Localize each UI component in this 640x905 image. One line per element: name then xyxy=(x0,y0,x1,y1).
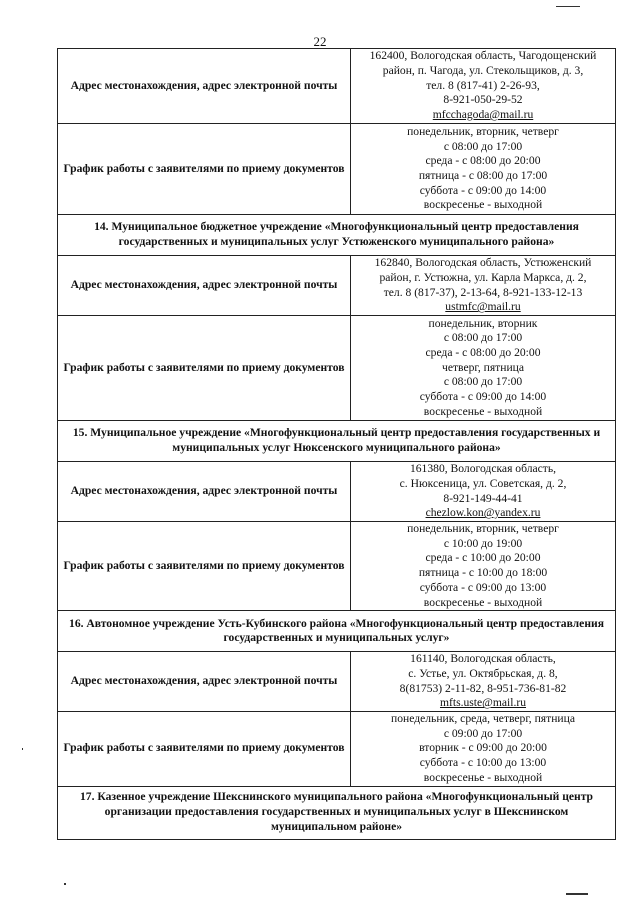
scan-mark xyxy=(556,6,580,7)
schedule-line: понедельник, вторник xyxy=(428,316,538,330)
address-row xyxy=(58,462,616,522)
address-line: 161380, Вологодская область, xyxy=(409,462,557,476)
section-heading-row xyxy=(58,421,616,462)
schedule-row xyxy=(58,712,616,787)
email-link[interactable]: ustmfc@mail.ru xyxy=(445,300,521,314)
section-heading: 17. Казенное учреждение Шекснинского муниципального района «Многофункциональный центр организации предоставления государственных и муниципальных услуг в Шекснинском муниципальном районе» xyxy=(58,786,616,839)
address-line: 162400, Вологодская область, Чагодощенский xyxy=(369,49,597,63)
address-label: Адрес местонахождения, адрес электронной почты xyxy=(58,652,351,712)
schedule-label: График работы с заявителями по приему документов xyxy=(58,712,351,787)
scan-mark xyxy=(22,748,23,750)
schedule-line: воскресенье - выходной xyxy=(423,404,543,418)
schedule-line: суббота - с 09:00 до 14:00 xyxy=(419,183,547,197)
schedule-line: суббота - с 09:00 до 14:00 xyxy=(419,390,547,404)
page-number: 22 xyxy=(313,34,327,49)
address-label: Адрес местонахождения, адрес электронной почты xyxy=(58,462,351,522)
schedule-line: с 08:00 до 17:00 xyxy=(443,139,523,153)
schedule-label: График работы с заявителями по приему документов xyxy=(58,124,351,215)
section-heading-row xyxy=(58,786,616,839)
section-heading: 14. Муниципальное бюджетное учреждение «Многофункциональный центр предоставления государственных и муниципальных услуг Устюженского муниципального района» xyxy=(58,215,616,256)
address-line: с. Устье, ул. Октябрьская, д. 8, xyxy=(408,666,558,680)
schedule-line: понедельник, вторник, четверг xyxy=(407,124,559,138)
address-line: 8-921-149-44-41 xyxy=(443,491,523,505)
schedule-line: понедельник, среда, четверг, пятница xyxy=(391,712,575,726)
schedule-line: понедельник, вторник, четверг xyxy=(407,522,559,535)
schedule-line: с 08:00 до 17:00 xyxy=(443,331,523,345)
email-link[interactable]: chezlow.kon@yandex.ru xyxy=(425,506,541,520)
schedule-line: четверг, пятница xyxy=(442,360,524,374)
scan-mark xyxy=(64,883,66,885)
email-link[interactable]: mfcchagoda@mail.ru xyxy=(432,108,534,122)
section-heading-row xyxy=(58,611,616,652)
email-link[interactable]: mfts.uste@mail.ru xyxy=(439,696,527,710)
schedule-value xyxy=(351,124,616,215)
schedule-line: суббота - с 09:00 до 13:00 xyxy=(419,580,547,594)
schedule-line: с 09:00 до 17:00 xyxy=(443,726,523,740)
schedule-line: вторник - с 09:00 до 20:00 xyxy=(419,741,547,755)
address-line: 8(81753) 2-11-82, 8-951-736-81-82 xyxy=(399,681,567,695)
address-row xyxy=(58,49,616,124)
address-line: район, г. Устюжна, ул. Карла Маркса, д. 2, xyxy=(379,270,587,284)
schedule-line: среда - с 10:00 до 20:00 xyxy=(425,551,541,565)
address-value xyxy=(351,462,616,522)
schedule-line: пятница - с 10:00 до 18:00 xyxy=(418,566,548,580)
section-heading: 15. Муниципальное учреждение «Многофункциональный центр предоставления государственных и муниципальных услуг Нюксенского муниципального района» xyxy=(58,421,616,462)
address-line: тел. 8 (817-41) 2-26-93, xyxy=(426,78,540,92)
schedule-value xyxy=(351,712,616,787)
address-line: 8-921-050-29-52 xyxy=(443,93,523,107)
schedule-label: График работы с заявителями по приему документов xyxy=(58,522,351,611)
address-label: Адрес местонахождения, адрес электронной почты xyxy=(58,256,351,316)
schedule-line: с 10:00 до 19:00 xyxy=(443,536,523,550)
address-line: 162840, Вологодская область, Устюженский xyxy=(374,256,592,270)
schedule-value xyxy=(351,316,616,421)
address-value xyxy=(351,652,616,712)
address-value xyxy=(351,256,616,316)
scan-mark xyxy=(566,893,588,895)
schedule-label: График работы с заявителями по приему документов xyxy=(58,316,351,421)
mfc-contacts-table xyxy=(57,48,616,840)
address-line: район, п. Чагода, ул. Стекольщиков, д. 3, xyxy=(382,63,584,77)
schedule-line: воскресенье - выходной xyxy=(423,595,543,609)
address-row xyxy=(58,652,616,712)
schedule-line: с 08:00 до 17:00 xyxy=(443,375,523,389)
address-line: тел. 8 (817-37), 2-13-64, 8-921-133-12-13 xyxy=(383,285,583,299)
schedule-row xyxy=(58,522,616,611)
section-heading-row xyxy=(58,215,616,256)
address-value xyxy=(351,49,616,124)
schedule-value xyxy=(351,522,616,611)
schedule-line: среда - с 08:00 до 20:00 xyxy=(425,154,541,168)
schedule-line: среда - с 08:00 до 20:00 xyxy=(425,345,541,359)
schedule-row xyxy=(58,316,616,421)
address-label: Адрес местонахождения, адрес электронной почты xyxy=(58,49,351,124)
schedule-line: воскресенье - выходной xyxy=(423,198,543,212)
schedule-line: суббота - с 10:00 до 13:00 xyxy=(419,756,547,770)
schedule-row xyxy=(58,124,616,215)
address-line: с. Нюксеница, ул. Советская, д. 2, xyxy=(399,476,567,490)
address-row xyxy=(58,256,616,316)
schedule-line: пятница - с 08:00 до 17:00 xyxy=(418,169,548,182)
address-line: 161140, Вологодская область, xyxy=(410,652,556,666)
section-heading: 16. Автономное учреждение Усть-Кубинского района «Многофункциональный центр предоставления государственных и муниципальных услуг» xyxy=(58,611,616,652)
schedule-line: воскресенье - выходной xyxy=(423,770,543,784)
